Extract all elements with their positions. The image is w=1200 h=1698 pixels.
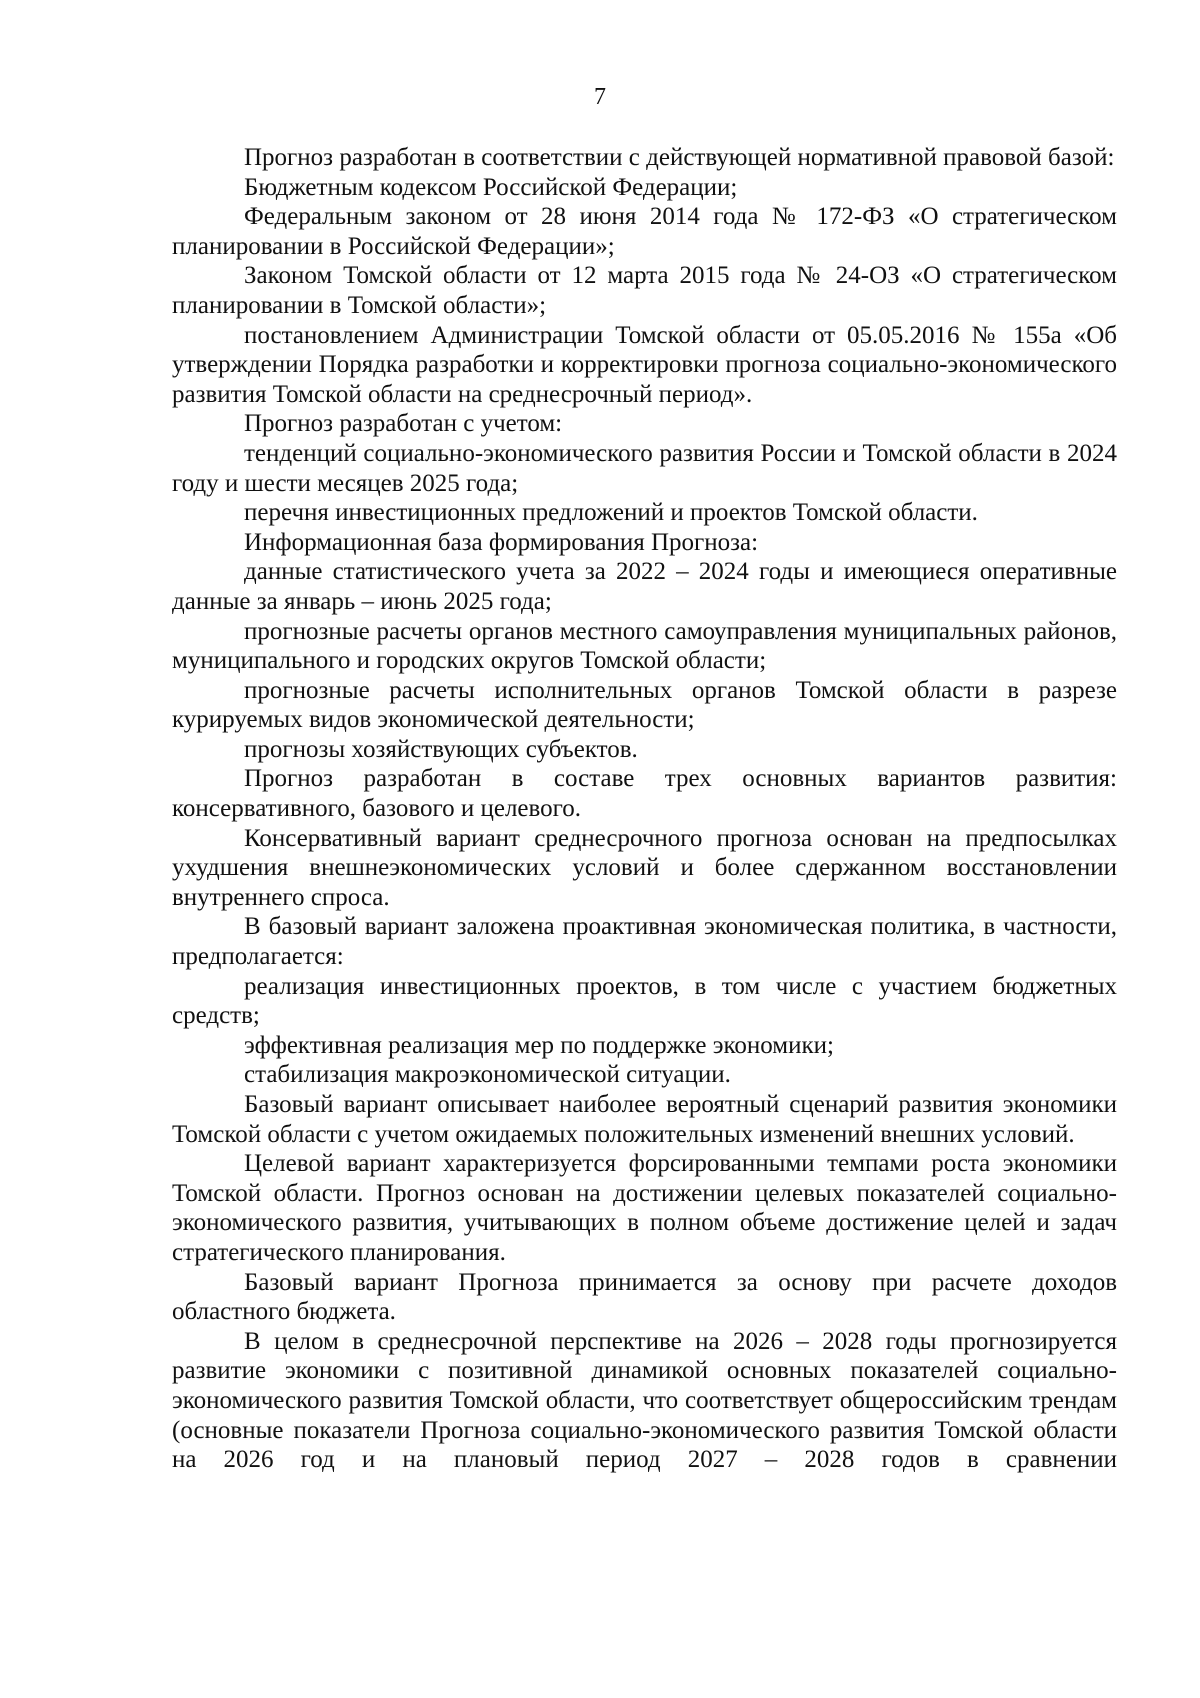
body-text (172, 143, 1117, 1475)
paragraph: Базовый вариант описывает наиболее вероятный сценарий развития экономики Томской области с учетом ожидаемых положительных изменений внешних условий. (172, 1091, 1117, 1148)
paragraph: прогнозы хозяйствующих субъектов. (244, 735, 638, 763)
paragraph: Целевой вариант характеризуется форсированными темпами роста экономики Томской области. Прогноз основан на достижении целевых показателей социально-экономического развития, учитывающих в полном объеме достижение целей и задач стратегического планирования. (172, 1150, 1117, 1266)
paragraph: Бюджетным кодексом Российской Федерации; (244, 173, 738, 201)
paragraph: постановлением Администрации Томской области от 05.05.2016 № 155а «Об утверждении Порядка разработки и корректировки прогноза социально-экономического развития Томской области на среднесрочный период». (172, 321, 1117, 408)
paragraph: реализация инвестиционных проектов, в том числе с участием бюджетных средств; (172, 972, 1117, 1030)
paragraph: прогнозные расчеты органов местного самоуправления муниципальных районов, муниципального и городских округов Томской области; (172, 617, 1117, 675)
paragraph: Прогноз разработан с учетом: (244, 410, 563, 438)
paragraph: данные статистического учета за 2022 – 2024 годы и имеющиеся оперативные данные за январь – июнь 2025 года; (172, 558, 1117, 615)
paragraph: В целом в среднесрочной перспективе на 2026 – 2028 годы прогнозируется развитие экономики с позитивной динамикой основных показателей социально-экономического развития Томской области, что соответствует общероссийским трендам (основные показатели Прогноза социально-экономического развития Томской области на 2026 год и на плановый период 2027 – 2028 годов в сравнении (172, 1327, 1117, 1474)
paragraph: Законом Томской области от 12 марта 2015 года № 24-ОЗ «О стратегическом планировании в Томской области»; (172, 262, 1117, 319)
paragraph: Базовый вариант Прогноза принимается за основу при расчете доходов областного бюджета. (172, 1268, 1117, 1326)
paragraph: В базовый вариант заложена проактивная экономическая политика, в частности, предполагается: (172, 913, 1117, 971)
paragraph: Прогноз разработан в составе трех основных вариантов развития: консервативного, базового и целевого. (172, 765, 1117, 823)
paragraph: тенденций социально-экономического развития России и Томской области в 2024 году и шести месяцев 2025 года; (172, 439, 1117, 497)
paragraph: Федеральным законом от 28 июня 2014 года № 172-ФЗ «О стратегическом планировании в Российской Федерации»; (172, 203, 1117, 260)
paragraph: Прогноз разработан в соответствии с действующей нормативной правовой базой: (244, 144, 1115, 171)
paragraph: стабилизация макроэкономической ситуации. (244, 1061, 731, 1089)
paragraph: Консервативный вариант среднесрочного прогноза основан на предпосылках ухудшения внешнеэкономических условий и более сдержанном восстановлении внутреннего спроса. (172, 824, 1117, 911)
paragraph: Информационная база формирования Прогноза: (244, 528, 759, 556)
page-number: 7 (594, 84, 606, 110)
paragraph: перечня инвестиционных предложений и проектов Томской области. (244, 499, 978, 527)
paragraph: прогнозные расчеты исполнительных органов Томской области в разрезе курируемых видов экономической деятельности; (172, 676, 1117, 734)
paragraph: эффективная реализация мер по поддержке экономики; (244, 1031, 834, 1059)
